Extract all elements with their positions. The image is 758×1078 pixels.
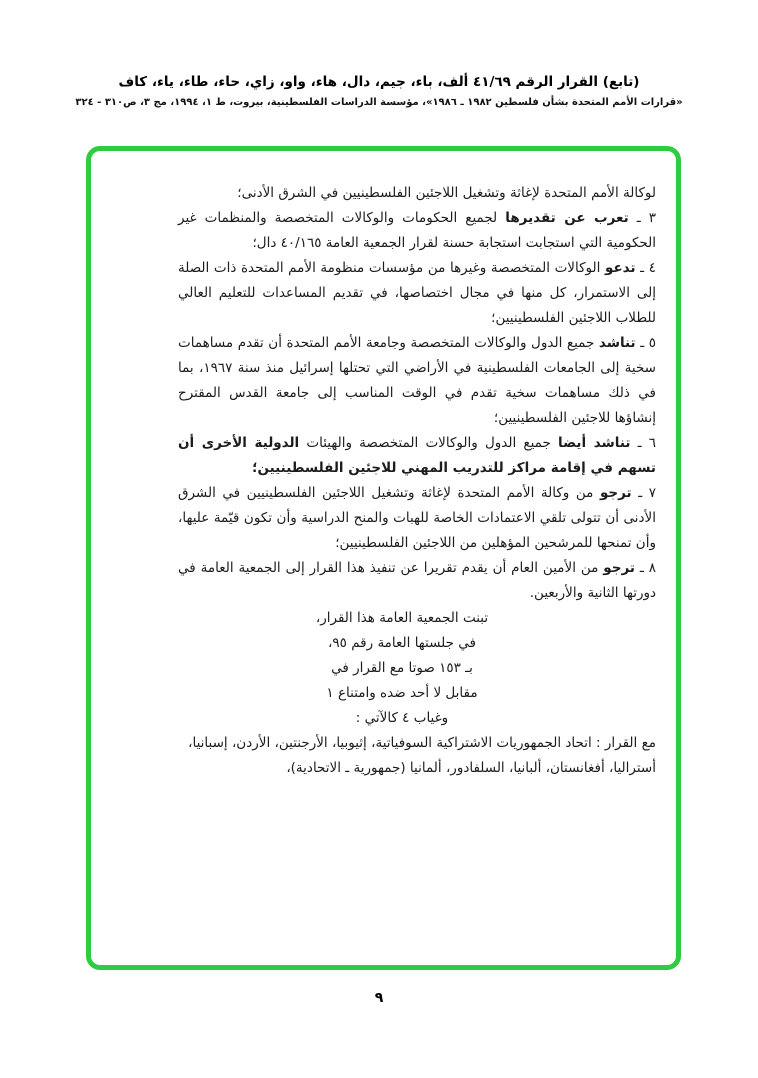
paragraph-text: جميع الدول والوكالات المتخصصة وجامعة الأمم المتحدة أن تقدم مساهمات سخية إلى الجامعات الفلسطينية في الأراضي التي تحتلها إسرائيل منذ سنة ١٩٦٧، بما في ذلك مساهمات سخية تقدم في الوقت المناسب إلى جامعة القدس المقترح إنشاؤها للاجئين الفلسطينيين؛ (178, 335, 656, 426)
paragraph-7 (178, 481, 656, 556)
paragraph-8 (178, 556, 656, 606)
paragraph-number: ٤ ـ (640, 260, 656, 276)
paragraph-4 (178, 256, 656, 331)
paragraph-lead: ترجو (599, 485, 632, 501)
paragraph-number: ٨ ـ (639, 560, 657, 576)
vote-for-paragraph (178, 731, 656, 781)
paragraph-lead: ترجو (603, 560, 635, 576)
paragraph-lead: تناشد (598, 335, 636, 351)
paragraph-text: من الأمين العام أن يقدم تقريرا عن تنفيذ هذا القرار إلى الجمعية العامة في دورتها الثانية والأربعين. (178, 560, 656, 601)
paragraph-text: جميع الدول والوكالات المتخصصة والهيئات (306, 435, 551, 451)
paragraph-text: الوكالات المتخصصة وغيرها من مؤسسات منظومة الأمم المتحدة ذات الصلة إلى الاستمرار، كل منها في مجال اختصاصها، في تقديم المساعدات للتعليم العالي للطلاب اللاجئين الفلسطينيين؛ (178, 260, 656, 326)
vote-for-countries: اتحاد الجمهوريات الاشتراكية السوفياتية، إثيوبيا، الأرجنتين، الأردن، إسبانيا، أستراليا، أفغانستان، ألبانيا، السلفادور، ألمانيا (جمهورية ـ الاتحادية)، (188, 735, 656, 776)
paragraph-lead: تعرب عن تقديرها (505, 210, 629, 226)
adoption-line: بـ ١٥٣ صوتا مع القرار في (331, 660, 473, 676)
paragraph-lead: تناشد أيضا (558, 435, 631, 451)
paragraph-number: ٧ ـ (638, 485, 657, 501)
resolution-body (178, 181, 656, 781)
paragraph-text: لوكالة الأمم المتحدة لإغاثة وتشغيل اللاجئين الفلسطينيين في الشرق الأدنى؛ (237, 185, 656, 201)
vote-for-label: مع القرار : (596, 735, 656, 751)
content-border-box (86, 146, 681, 970)
page-number: ٩ (374, 990, 384, 1006)
adoption-line: في جلستها العامة رقم ٩٥، (328, 635, 476, 651)
paragraph-number: ٦ ـ (637, 435, 657, 451)
paragraph-text: من وكالة الأمم المتحدة لإغاثة وتشغيل اللاجئين الفلسطينيين في الشرق الأدنى أن تتولى تلقي الاعتمادات الخاصة للهبات والمنح الدراسية وأن تكون قيّمة عليها، وأن تمنحها للمرشحين المؤهلين من اللاجئين الفلسطينيين؛ (178, 485, 656, 551)
adoption-line: مقابل لا أحد ضده وامتناع ١ (326, 685, 478, 701)
header-resolution-title: (تابع) القرار الرقم ٤١/٦٩ ألف، باء، جيم، دال، هاء، واو، زاي، حاء، طاء، ياء، كاف (118, 74, 640, 90)
paragraph-3 (178, 206, 656, 256)
header-source-citation: «قرارات الأمم المتحدة بشأن فلسطين ١٩٨٢ ـ ١٩٨٦»، مؤسسة الدراسات الفلسطينية، بيروت، ط ١، ١٩٩٤، مج ٣، ص٣١٠ - ٣٢٤ (75, 97, 683, 108)
paragraph-5 (178, 331, 656, 431)
adoption-line: وغياب ٤ كالآتي : (355, 710, 449, 726)
adoption-note (178, 606, 626, 731)
paragraph-number: ٣ ـ (636, 210, 657, 226)
paragraph-number: ٥ ـ (640, 335, 657, 351)
adoption-line: تبنت الجمعية العامة هذا القرار، (315, 610, 489, 626)
paragraph-6 (178, 431, 656, 481)
document-header (30, 74, 728, 108)
paragraph-text: لجميع الحكومات والوكالات المتخصصة والمنظمات غير الحكومية التي استجابت استجابة حسنة لقرار الجمعية العامة ٤٠/١٦٥ دال؛ (178, 210, 656, 251)
continuation-paragraph (178, 181, 656, 206)
paragraph-text-bold: الدولية الأخرى أن تسهم في إقامة مراكز للتدريب المهني للاجئين الفلسطينيين؛ (178, 435, 656, 476)
paragraph-lead: تدعو (605, 260, 636, 276)
